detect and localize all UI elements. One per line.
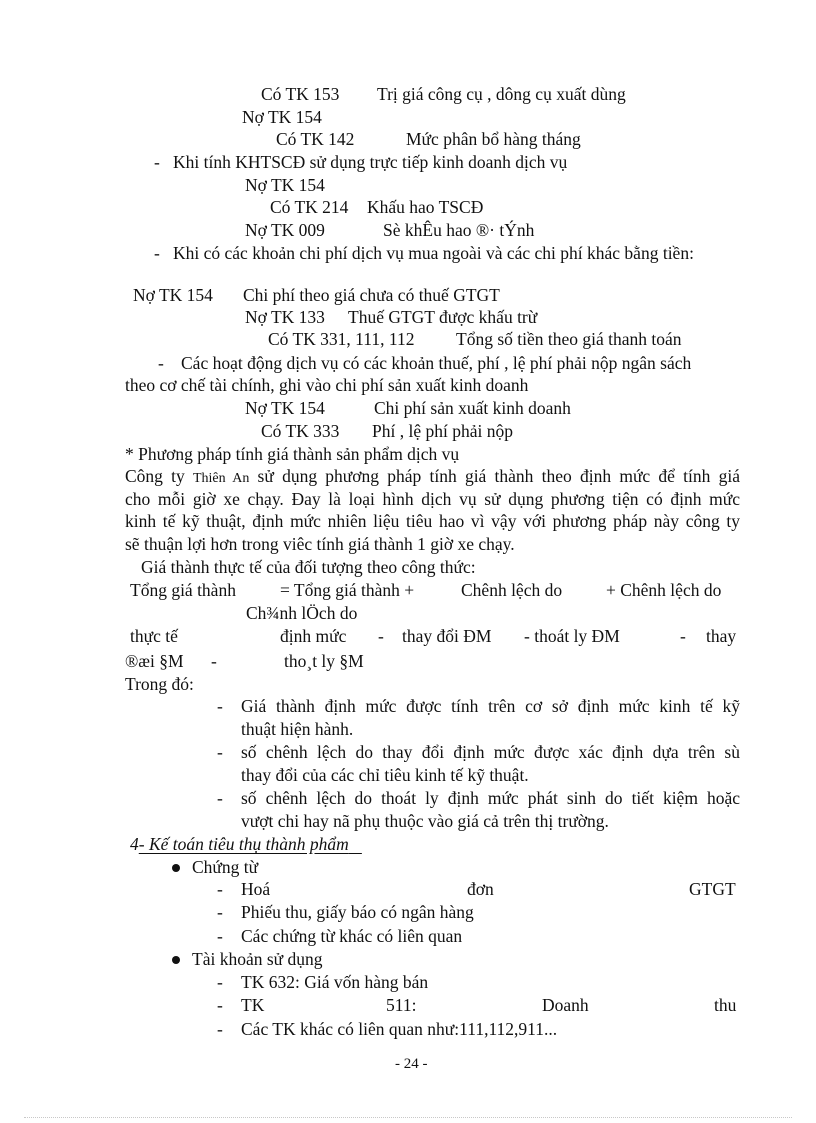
entry-account: Nợ TK 154: [242, 107, 322, 127]
paragraph-line: Giá thành thực tế của đối tượng theo công thức:: [141, 557, 476, 577]
list-dash: -: [154, 243, 160, 263]
formula-term: Chênh lệch do: [461, 580, 563, 600]
formula-term: thay đổi ĐM: [402, 626, 492, 646]
entry-account: Có TK 214: [270, 197, 349, 217]
list-item-text: Các TK khác có liên quan như:111,112,911...: [241, 1019, 558, 1039]
list-heading: Tài khoản sử dụng: [192, 949, 323, 969]
formula-term: Ch¾nh lÖch do: [246, 603, 358, 623]
list-heading: Chứng từ: [192, 857, 259, 877]
formula-term: định mức: [280, 626, 347, 646]
bullet-icon: [172, 956, 180, 964]
paragraph-line: theo cơ chế tài chính, ghi vào chi phí sản xuất kinh doanh: [125, 375, 529, 395]
entry-description: Thuế GTGT được khấu trừ: [348, 307, 538, 327]
list-item-text: TK 632: Giá vốn hàng bán: [241, 972, 429, 992]
list-dash: -: [217, 995, 223, 1015]
list-item-text: Doanh: [542, 995, 589, 1015]
paragraph-line: sẽ thuận lợi hơn trong viêc tính giá thành 1 giờ xe chạy.: [125, 534, 515, 554]
formula-term: - thoát ly ĐM: [524, 626, 620, 646]
formula-operator: -: [680, 626, 686, 646]
list-dash: -: [217, 1019, 223, 1039]
list-dash: -: [217, 742, 223, 762]
entry-account: Có TK 333: [261, 421, 340, 441]
list-item-text: thu: [714, 995, 737, 1015]
entry-account: Nợ TK 154: [245, 398, 325, 418]
where-label: Trong đó:: [125, 674, 194, 694]
list-dash: -: [217, 788, 223, 808]
list-dash: -: [217, 926, 223, 946]
paragraph-line: kinh tế kỹ thuật, định mức nhiên liệu tiêu hao vì vậy với phương pháp này công ty: [125, 511, 740, 531]
list-item-text: Các hoạt động dịch vụ có các khoản thuế, phí , lệ phí phải nộp ngân sách: [181, 353, 692, 373]
company-name: Thiên An: [192, 471, 250, 486]
entry-description: Phí , lệ phí phải nộp: [372, 421, 513, 441]
list-item-text: số chênh lệch do thoát ly định mức phát sinh do tiết kiệm hoặc: [241, 788, 740, 808]
entry-account: Nợ TK 154: [245, 175, 325, 195]
list-item-text: Khi có các khoản chi phí dịch vụ mua ngoài và các chi phí khác bằng tiền:: [173, 243, 694, 263]
paragraph-line: cho mỗi giờ xe chạy. Đay là loại hình dịch vụ sử dụng phương tiện có định mức: [125, 489, 740, 509]
list-item-text: Khi tính KHTSCĐ sử dụng trực tiếp kinh doanh dịch vụ: [173, 152, 568, 172]
formula-term: = Tổng giá thành +: [280, 580, 415, 600]
list-dash: -: [217, 696, 223, 716]
entry-description: Khấu hao TSCĐ: [367, 197, 484, 217]
formula-operator: -: [211, 651, 217, 671]
entry-description: Trị giá công cụ , dông cụ xuất dùng: [377, 84, 626, 104]
list-dash: -: [217, 879, 223, 899]
formula-term: thực tế: [130, 626, 178, 646]
list-item-text: Hoá: [241, 879, 271, 899]
bullet-icon: [172, 864, 180, 872]
list-dash: -: [217, 972, 223, 992]
section-4-heading: 4- Kế toán tiêu thụ thành phẩm: [130, 834, 349, 854]
entry-account: Có TK 142: [276, 129, 355, 149]
list-item-text: đơn: [467, 879, 494, 899]
formula-term: tho¸t ly §M: [284, 651, 364, 671]
list-item-text: thay đổi của các chỉ tiêu kinh tế kỹ thuật.: [241, 765, 529, 785]
entry-description: Chi phí theo giá chưa có thuế GTGT: [243, 285, 500, 305]
list-item-text: vượt chi hay nã phụ thuộc vào giá cả trên thị trường.: [241, 811, 609, 831]
entry-account: Có TK 153: [261, 84, 340, 104]
page-number: - 24 -: [395, 1056, 428, 1072]
entry-description: Mức phân bổ hàng tháng: [406, 129, 581, 149]
page-bottom-divider: [24, 1117, 792, 1118]
formula-operator: -: [378, 626, 384, 646]
list-item-text: Giá thành định mức được tính trên cơ sở định mức kinh tế kỹ: [241, 696, 740, 716]
entry-account: Nợ TK 133: [245, 307, 325, 327]
entry-account: Nợ TK 154: [133, 285, 213, 305]
list-item-text: TK: [241, 995, 265, 1015]
paragraph-line: Công ty Thiên An sử dụng phương pháp tính giá thành theo định mức để tính giá: [125, 466, 740, 486]
entry-account: Nợ TK 009: [245, 220, 325, 240]
entry-description: Sè khÊu hao ®· tÝnh: [383, 220, 535, 240]
entry-account: Có TK 331, 111, 112: [268, 329, 415, 349]
formula-term: + Chênh lệch do: [606, 580, 722, 600]
list-item-text: 511:: [386, 995, 417, 1015]
entry-description: Tổng số tiền theo giá thanh toán: [456, 329, 682, 349]
list-dash: -: [217, 902, 223, 922]
formula-term: ®æi §M: [125, 651, 184, 671]
list-item-text: Phiếu thu, giấy báo có ngân hàng: [241, 902, 474, 922]
list-item-text: thuật hiện hành.: [241, 719, 354, 739]
list-item-text: số chênh lệch do thay đổi định mức được xác định dựa trên sù: [241, 742, 740, 762]
formula-term: thay: [706, 626, 737, 646]
section-heading: * Phương pháp tính giá thành sản phẩm dịch vụ: [125, 444, 460, 464]
list-dash: -: [158, 353, 164, 373]
list-item-text: GTGT: [689, 879, 736, 899]
entry-description: Chi phí sản xuất kinh doanh: [374, 398, 571, 418]
list-dash: -: [154, 152, 160, 172]
formula-term: Tổng giá thành: [130, 580, 236, 600]
list-item-text: Các chứng từ khác có liên quan: [241, 926, 463, 946]
